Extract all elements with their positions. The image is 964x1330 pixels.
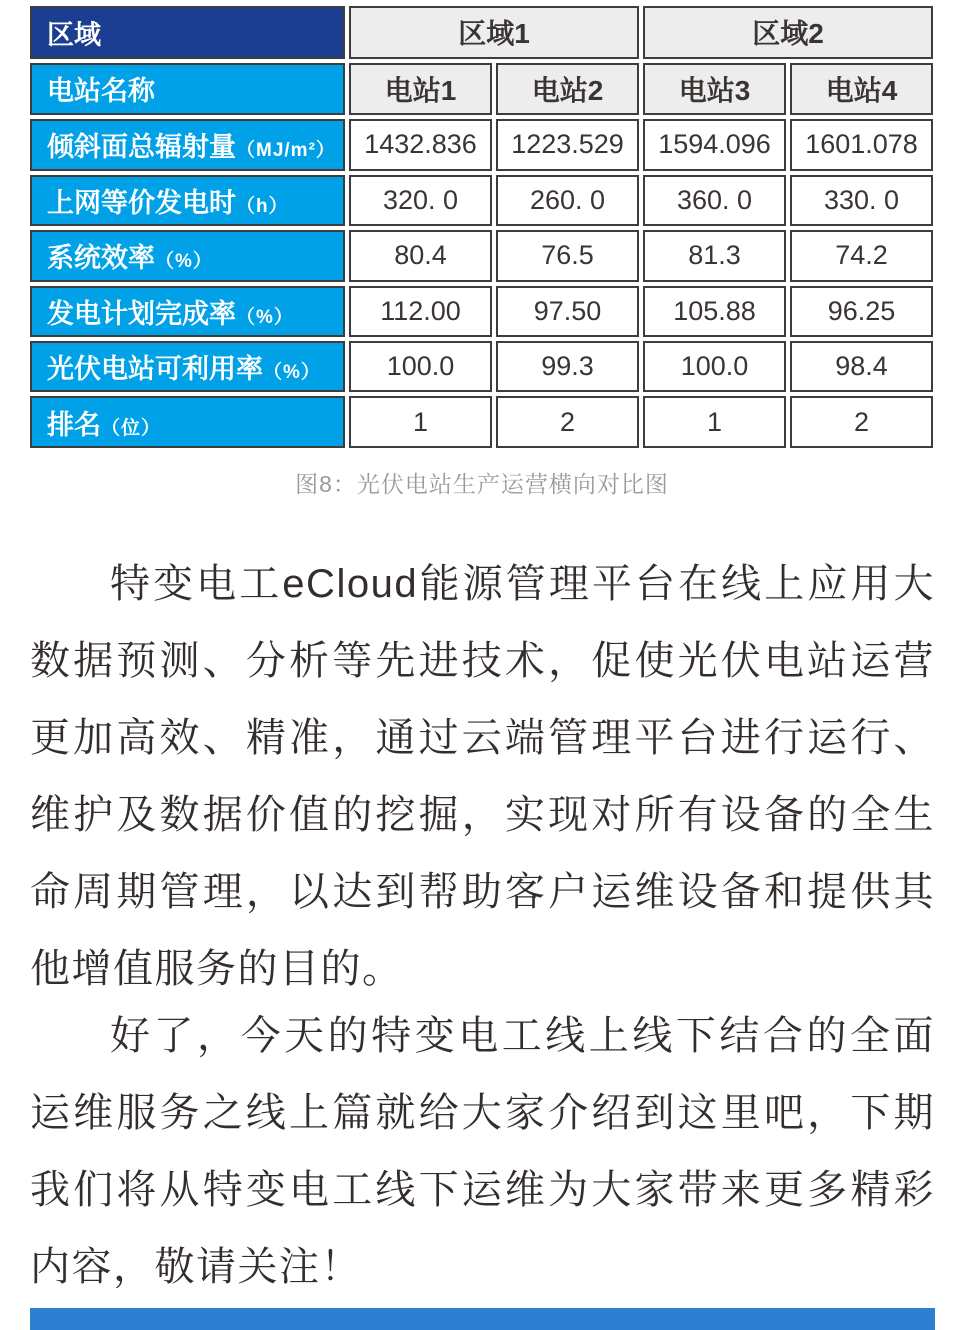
value-cell: 80.4 xyxy=(349,230,492,281)
region-1-cell: 区域1 xyxy=(349,6,639,59)
row-unit: （%） xyxy=(263,362,321,384)
value-cell: 112.00 xyxy=(349,286,492,337)
row-label-cell xyxy=(30,286,345,337)
station-3-cell: 电站3 xyxy=(643,63,786,116)
row-label-cell xyxy=(30,396,345,448)
value-cell: 99.3 xyxy=(496,341,639,392)
row-unit: （%） xyxy=(236,306,294,328)
row-unit: （h） xyxy=(236,195,289,217)
row-label: 系统效率 xyxy=(47,243,155,274)
table-row-plan-completion xyxy=(30,286,933,337)
row-unit: （MJ/m²） xyxy=(236,140,336,162)
table-row-equivalent-hours xyxy=(30,175,933,226)
station-label-cell: 电站名称 xyxy=(30,63,345,116)
value-cell: 96.25 xyxy=(790,286,933,337)
value-cell: 1223.529 xyxy=(496,119,639,170)
value-cell: 100.0 xyxy=(349,341,492,392)
article-body xyxy=(30,546,935,1306)
value-cell: 1432.836 xyxy=(349,119,492,170)
value-cell: 260. 0 xyxy=(496,175,639,226)
value-cell: 97.50 xyxy=(496,286,639,337)
value-cell: 105.88 xyxy=(643,286,786,337)
row-label: 光伏电站可利用率 xyxy=(47,354,263,385)
station-2-cell: 电站2 xyxy=(496,63,639,116)
value-cell: 76.5 xyxy=(496,230,639,281)
row-label-cell xyxy=(30,175,345,226)
value-cell: 2 xyxy=(496,396,639,448)
row-label: 排名 xyxy=(47,409,101,440)
table-row-rank xyxy=(30,396,933,448)
region-label-cell: 区域 xyxy=(30,6,345,59)
paragraph-ecloud: 特变电工eCloud能源管理平台在线上应用大数据预测、分析等先进技术，促使光伏电站运营更加高效、精准，通过云端管理平台进行运行、维护及数据价值的挖掘，实现对所有设备的全生命周期管理，以达到帮助客户运维设备和提供其他增值服务的目的。 xyxy=(30,562,935,991)
next-section-banner-edge xyxy=(30,1308,935,1330)
region-2-cell: 区域2 xyxy=(643,6,933,59)
row-label: 发电计划完成率 xyxy=(47,298,236,329)
station-row xyxy=(30,63,933,116)
value-cell: 100.0 xyxy=(643,341,786,392)
value-cell: 1 xyxy=(349,396,492,448)
value-cell: 320. 0 xyxy=(349,175,492,226)
row-label: 倾斜面总辐射量 xyxy=(47,132,236,163)
value-cell: 2 xyxy=(790,396,933,448)
row-label-cell xyxy=(30,341,345,392)
value-cell: 74.2 xyxy=(790,230,933,281)
row-label-cell xyxy=(30,119,345,170)
table-row-availability xyxy=(30,341,933,392)
figure-caption: 图8：光伏电站生产运营横向对比图 xyxy=(295,471,669,497)
row-unit: （%） xyxy=(155,251,213,273)
table-row-irradiation xyxy=(30,119,933,170)
paragraph-closing: 好了，今天的特变电工线上线下结合的全面运维服务之线上篇就给大家介绍到这里吧，下期我们将从特变电工线下运维为大家带来更多精彩内容，敬请关注！ xyxy=(30,1014,935,1289)
value-cell: 1601.078 xyxy=(790,119,933,170)
value-cell: 330. 0 xyxy=(790,175,933,226)
value-cell: 81.3 xyxy=(643,230,786,281)
table-row-system-efficiency xyxy=(30,230,933,281)
region-row xyxy=(30,6,933,59)
row-unit: （位） xyxy=(101,417,162,439)
row-label-cell xyxy=(30,230,345,281)
value-cell: 360. 0 xyxy=(643,175,786,226)
station-4-cell: 电站4 xyxy=(790,63,933,116)
station-1-cell: 电站1 xyxy=(349,63,492,116)
pv-comparison-table xyxy=(26,2,937,452)
value-cell: 1594.096 xyxy=(643,119,786,170)
row-label: 上网等价发电时 xyxy=(47,187,236,218)
value-cell: 98.4 xyxy=(790,341,933,392)
value-cell: 1 xyxy=(643,396,786,448)
